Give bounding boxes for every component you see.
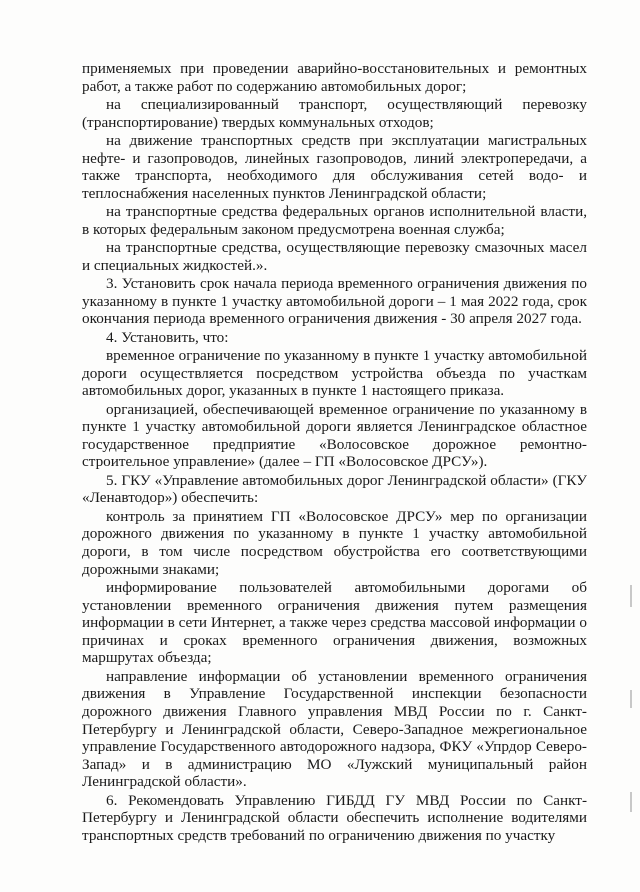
scan-artifact: [630, 690, 632, 708]
paragraph-user-information: информирование пользователей автомобильными дорогами об установлении временного ограничения движения путем размещения информации в сети Интернет, а также через средства массовой информации о причинах и сроках временного ограничения движения, возможных маршрутах объезда;: [82, 578, 587, 667]
paragraph-federal-military-vehicles: на транспортные средства федеральных органов исполнительной власти, в которых федеральным законом предусмотрена военная служба;: [82, 203, 587, 238]
document-body: [82, 60, 587, 845]
paragraph-traffic-control: контроль за принятием ГП «Волосовское ДРСУ» мер по организации дорожного движения по указанному в пункте 1 участку автомобильной дороги, в том числе посредством обустройства его соответствующими дорожными знаками;: [82, 507, 587, 578]
paragraph-responsible-organization: организацией, обеспечивающей временное ограничение по указанному в пункте 1 участку автомобильной дороги является Ленинградское областное государственное предприятие «Волосовское дорожное ремонтно-строительное управление» (далее – ГП «Волосовское ДРСУ»).: [82, 400, 587, 471]
scan-artifact: [630, 585, 632, 607]
paragraph-detour: временное ограничение по указанному в пункте 1 участку автомобильной дороги осуществляется посредством устройства объезда по участкам автомобильных дорог, указанных в пункте 1 настоящего приказа.: [82, 347, 587, 400]
paragraph-item-3-period: 3. Установить срок начала периода временного ограничения движения по указанному в пункте 1 участку автомобильной дороги – 1 мая 2022 года, срок окончания периода временного ограничения движения - 30 апреля 2027 года.: [82, 275, 587, 328]
scan-artifact: [630, 792, 632, 812]
paragraph-item-5-heading: 5. ГКУ «Управление автомобильных дорог Ленинградской области» (ГКУ «Ленавтодор») обеспечить:: [82, 471, 587, 507]
paragraph-pipelines-power-lines: на движение транспортных средств при эксплуатации магистральных нефте- и газопроводов, линейных газопроводов, линий электропередачи, а также транспорта, необходимого для обслуживания сетей водо- и теплоснабжения населенных пунктов Ленинградской области;: [82, 131, 587, 202]
paragraph-solid-waste-transport: на специализированный транспорт, осуществляющий перевозку (транспортирование) твердых коммунальных отходов;: [82, 95, 587, 131]
paragraph-item-4-heading: 4. Установить, что:: [106, 328, 229, 346]
paragraph-item-6-recommendation: 6. Рекомендовать Управлению ГИБДД ГУ МВД России по Санкт-Петербургу и Ленинградской области обеспечить исполнение водителями транспортных средств требований по ограничению движения по участку: [82, 791, 587, 844]
paragraph-lubricant-transport: на транспортные средства, осуществляющие перевозку смазочных масел и специальных жидкостей.».: [82, 239, 587, 274]
paragraph-notify-authorities: направление информации об установлении временного ограничения движения в Управление Государственной инспекции безопасности дорожного движения Главного управления МВД России по г. Санкт-Петербургу и Ленинградской области, Северо-Западное межрегиональное управление Государственного автодорожного надзора, ФКУ «Упрдор Северо-Запад» и в администрацию МО «Лужский муниципальный район Ленинградской области».: [82, 667, 587, 791]
paragraph-continuation: применяемых при проведении аварийно-восстановительных и ремонтных работ, а также работ по содержанию автомобильных дорог;: [82, 60, 587, 95]
